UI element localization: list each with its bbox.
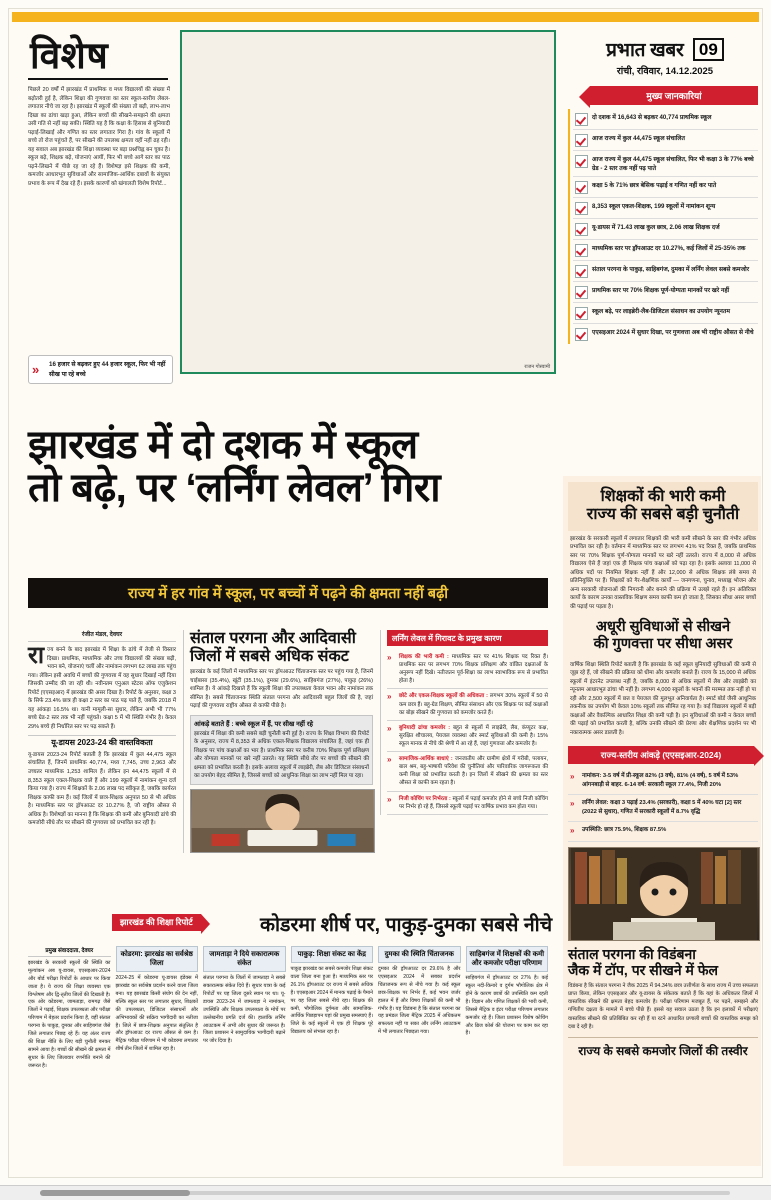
reason-label: बुनियादी ढांचा कमजोर :	[399, 724, 451, 731]
reason-text	[399, 692, 548, 716]
reason-detail: स्कूलों में पढ़ाई कमजोर होने से बच्चे निजी कोचिंग पर निर्भर हो रहे हैं, जिससे स्कूली पढ़ाई पर वार्षिक प्रभाव कम होता गया।	[399, 795, 548, 810]
page-number: 09	[693, 38, 724, 61]
double-chevron-icon: »	[387, 723, 389, 733]
double-chevron-icon: »	[387, 653, 389, 662]
student-photo	[190, 789, 375, 853]
check-icon	[575, 223, 588, 236]
district-text: 2024-25 में कोडरमा यू-डायस इंडेक्स में झारखंड का सर्वश्रेष्ठ प्रदर्शन करने वाला जिला बना। यह झारखंड किसी संयोग की देन नहीं, बल्कि स्कूल स्तर पर लगातार सुधार, शिक्षकों की उपलब्धता, डिजिटल संसाधनों और अभिभावकों की सक्रिय भागीदारी का नतीजा है। जिले में छात्र-शिक्षक अनुपात संतुलित है और ड्रॉपआउट दर राज्य औसत से कम है। मैट्रिक परीक्षा परिणाम में भी कोडरमा लगातार शीर्ष तीन जिलों में शामिल रहा है।	[115, 975, 198, 1053]
state-stats-banner: राज्य-स्तरीय आंकड़े (एएसइआर-2024)	[568, 746, 754, 764]
reason-text	[399, 755, 548, 787]
editorial-cartoon	[180, 30, 556, 374]
data-callout-text: झारखंड में शिक्षा की कमी सबसे बड़ी चुनौती बनी हुई है। राज्य के शिक्षा विभाग की रिपोर्ट के अनुसार, राज्य में 8,353 से अधिक एकल-शिक्षक विद्यालय संचालित हैं, जहां एक ही शिक्षक पर पांच कक्षाओं का भार है। प्राथमिक स्तर पर करीब 70% शिक्षक पूर्ण प्रशिक्षण और योग्यता मानकों पर खरे नहीं उतरते। यह स्थिति सीधे तौर पर बच्चों की सीखने की क्षमता को प्रभावित करती है। इसके अलावा स्कूलों में लाइब्रेरी, लैब और डिजिटल संसाधनों का उपयोग बेहद सीमित है, जिससे बच्चों को आधुनिक शिक्षा का लाभ नहीं मिल पा रहा।	[194, 730, 369, 780]
key-fact-text: स्कूल बढ़े, पर लाइब्रेरी-लैब-डिजिटल संसाधन का उपयोग न्यूनतम	[592, 307, 731, 315]
key-fact-text: कक्षा 5 के 71% छात्र बेसिक पढ़ाई व गणित नहीं कर पाते	[592, 181, 717, 189]
double-chevron-icon: »	[387, 692, 389, 702]
state-stat-item	[568, 795, 758, 822]
key-fact-text: यू-डायस में 71.43 लाख कुल छात्र, 2.06 लाख शिक्षक दर्ज	[592, 223, 720, 231]
rail-heading-2-line-1: अधूरी सुविधाओं से सीखने	[595, 619, 731, 636]
rail-text-1: झारखंड के सरकारी स्कूलों में लगातार शिक्षकों की भारी कमी सीखने के स्तर की गंभीर अधिक प्रभावित कर रही है। वर्तमान में माध्यमिक स्तर पर लगभग 41% पद रिक्त हैं, जबकि प्राथमिक स्तर पर 70% शिक्षक पूर्ण-योग्यता मानकों पर खरे नहीं उतरते। राज्य में 8,000 से अधिक विद्यालय ऐसे हैं जहां एक ही शिक्षक पांच कक्षाओं को पढ़ा रहा है। इसके अलावा 11,000 से अधिक पदों पर नियमित शिक्षक नहीं हैं और 12,000 से अधिक शिक्षक लंबे समय से प्रतिनियुक्ति पर हैं। शिक्षकों को गैर-शैक्षणिक कार्यों — जनगणना, चुनाव, मध्याह्न भोजन और अन्य सरकारी योजनाओं की निगरानी और बनाने की प्रक्रिया में उलझे रहते हैं। इन अतिरिक्त कार्यों के कारण उनका वास्तविक शिक्षण समय काफी कम हो जाता है, जिसका सीधा असर बच्चों की पढ़ाई पर पड़ता है।	[568, 531, 758, 616]
district-text: संताल परगना के जिलों में जामताड़ा ने सबसे सकारात्मक संकेत दिये हैं। सुधार यात्रा के कई रिपोर्टों पर यह जिला दूसरे स्थान पर था। यू-डायस 2023-24 में जामताड़ा ने नामांकन, उपस्थिति और शिक्षक उपलब्धता के मोर्चे पर उल्लेखनीय प्रगति दर्ज की। हालांकि लर्निंग आउटकम में अभी और सुधार की जरूरत है। जिला प्रशासन ने सामुदायिक भागीदारी बढ़ाने पर जोर दिया है।	[203, 975, 286, 1045]
district-columns	[28, 946, 548, 1168]
cartoon-background	[182, 32, 554, 372]
reason-label: छोटे और एकल-शिक्षक स्कूलों की अधिकता :	[399, 693, 488, 700]
check-icon	[575, 202, 588, 215]
key-facts-panel	[568, 86, 758, 344]
double-chevron-icon: »	[570, 772, 572, 782]
report-tag: झारखंड की शिक्षा रिपोर्ट	[112, 914, 201, 931]
district-column	[378, 946, 461, 1168]
viewer-scrollbar[interactable]	[0, 1185, 771, 1200]
district-heading: जामताड़ा ने दिये सकारात्मक संकेत	[203, 946, 286, 972]
check-icon	[575, 134, 588, 147]
double-chevron-icon: »	[387, 794, 389, 804]
rail-heading-3	[568, 946, 758, 979]
reason-text	[399, 795, 548, 811]
state-stat-text: नामांकन: 3-5 वर्ष में प्री-स्कूल 82% (3 वर्ष), 81% (4 वर्ष), 5 वर्ष में 53% आंगनबाड़ी से बाहर. 6-14 वर्ष: सरकारी स्कूल 77.4%, निजी 20%	[582, 773, 739, 789]
key-fact-text: माध्यमिक स्तर पर ड्रॉपआउट दर 10.27%, कई जिलों में 25-35% तक	[592, 244, 746, 252]
section-logo-rule	[28, 78, 168, 80]
key-fact-item	[573, 151, 758, 177]
section-logo: विशेष	[30, 36, 109, 77]
key-fact-text: 8,353 स्कूल एकल-शिक्षक, 199 स्कूलों में नामांकन शून्य	[592, 202, 716, 210]
key-fact-item	[573, 303, 758, 324]
reason-label: निजी कोचिंग पर निर्भरता :	[399, 795, 451, 802]
reason-label: सामाजिक-आर्थिक बाधाएं :	[399, 756, 453, 763]
district-text: दुमका की ड्रॉपआउट दर 29.6% है और एएसइआर 2024 में सबका प्रदर्शन चिंताजनक रूप से नीचे गया है। कई स्कूल छात्र-शिक्षक पर निर्भर हैं, कई भवन जर्जर हालत में हैं और विषय शिक्षकों की कमी भी गंभीर है। यह विडंबना है कि संताल परगना का यह प्रमंडल जिला मैट्रिक 2025 में अधिकतम सफलता नहीं पा सका और लर्निंग आउटकम में भी लगातार पिछड़ता गया।	[378, 966, 461, 1036]
article-column-santal	[183, 630, 373, 853]
reality-subhead: यू-डायस 2023-24 की वास्तविकता	[28, 735, 176, 748]
intro-callout	[28, 355, 173, 384]
district-column	[466, 946, 549, 1168]
district-column	[291, 946, 374, 1168]
reason-item	[387, 650, 548, 689]
key-fact-item	[573, 177, 758, 198]
district-heading: साहिबगंज में शिक्षकों की कमी और कमजोर परीक्षा परिणाम	[466, 946, 549, 972]
rail-heading-2	[568, 615, 758, 656]
rail-heading-2-line-2: की गुणवत्ता पर सीधा असर	[593, 636, 733, 653]
reason-detail: माध्यमिक स्तर पर 41% शिक्षक पद रिक्त हैं। प्राथमिक स्तर पर लगभग 70% शिक्षक प्रशिक्षण और वांछित दक्षताओं के अनुरूप नहीं दिखे। नतीजतन पूर्व-शिक्षा का लाभ स्वाभाविक रूप से प्रभावित होता है।	[399, 654, 549, 685]
district-heading: कोडरमा: झारखंड का सर्वश्रेष्ठ जिला	[116, 946, 199, 972]
rail-heading-4: राज्य के सबसे कमजोर जिलों की तस्वीर	[568, 1037, 758, 1059]
article-column-main	[28, 630, 176, 828]
library-photo-illustration	[569, 848, 759, 940]
intro-text: पिछले 20 वर्षों में झारखंड में प्राथमिक व मध्य विद्यालयों की संख्या में बढ़ोतरी हुई है, लेकिन शिक्षा की गुणवत्ता का स्तर स्कूल-स्तरीय लेबल-लगातार नीचे जा रहा है। झारखंड में स्कूलों की संख्या तो बढ़ी, लाभ-लाभ दिखा का ढांचा खड़ा हुआ, लेकिन बच्चों की सीखने-समझने की क्षमता उसी गति से नहीं बढ़ सकी। स्थिति यह है कि कक्षा के हिसाब से बुनियादी पढ़ाई-लिखाई और गणित का स्तर लगातार गिरा है। गांव के स्कूलों में बच्चे तो रोज पहुंचते हैं, पर सीखने की उपलब्ध क्षमता वहीं नहीं ढह रही। यह सवाल अब झारखंड की शिक्षा व्यवस्था पर बड़ा प्रश्नचिह्न बन चुका है। स्कूल बढ़े, शिक्षक बढ़े, योजनाएं आयीं, फिर भी बच्चे आगे स्तर का पाठ पढ़ने-लिखने में पीछे रह जा रहे हैं। विशेषज्ञ इसे शिक्षक की कमी, कमजोर आधारभूत सुविधाओं और सामाजिक-आर्थिक दबावों के संयुक्त प्रभाव के रूप में देख रहे हैं। इसके कारणों को खंगालती विशेष रिपोर्ट...	[28, 87, 170, 187]
state-stat-text: उपस्थिति: छात्र 75.9%, शिक्षक 87.5%	[582, 827, 667, 834]
scrollbar-thumb[interactable]	[40, 1190, 190, 1196]
education-report-banner	[112, 912, 553, 938]
rail-heading-1-line-2: राज्य की सबसे बड़ी चुनौती	[586, 506, 740, 524]
key-fact-text: आज राज्य में कुल 44,475 स्कूल संचालित	[592, 134, 686, 142]
key-fact-item	[573, 261, 758, 282]
rail-text-3: विडंबना है कि संताल परगना ने जैक 2025 में 94.34% छात्र उत्तीर्णता के साथ राज्य में उच्च सफलता प्राप्त किया, लेकिन एएसइआर और यू-डायस के संकेतक बताते हैं कि यहां के अधिकतर जिलों में वास्तविक सीखने की क्षमता बेहद कमजोर है। परीक्षा परिणाम मजबूत हैं, पर पढ़ने, समझने और गणितीय दक्षता के मामले में बच्चे पीछे हैं। इससे यह सवाल उठता है कि इन इलाकों में परीक्षाएं वास्तविक सीखने की प्रतिबिंबित कर रही हैं या रटने आधारित प्रणाली बच्चों की वास्तविक समझ को दबा दे रही है।	[568, 982, 758, 1030]
rail-heading-1	[568, 482, 758, 531]
reason-text	[399, 724, 548, 748]
double-chevron-icon: »	[32, 362, 36, 377]
main-headline	[28, 424, 548, 510]
key-facts-list	[568, 109, 758, 344]
key-fact-item	[573, 282, 758, 303]
library-child-photo	[568, 847, 760, 941]
reason-item	[387, 721, 548, 752]
dateline: रांची, रविवार, 14.12.2025	[616, 66, 714, 77]
headline-line-1: झारखंड में दो दशक में स्कूल	[28, 423, 418, 467]
key-fact-item	[573, 109, 758, 130]
intro-callout-text: 16 हजार से बढ़कर हुए 44 हजार स्कूल, फिर भी नहीं सीख पा रहे बच्चे	[49, 361, 166, 378]
article-paragraph: ज्य बनने के बाद झारखंड में शिक्षा के ढांचे में तेजी से विस्तार दिखा। प्राथमिक, माध्यमिक और उच्च विद्यालयों की संख्या बढ़ी, भवन बने, योजनाएं चलीं और नामांकन लगभग 62 लाख तक पहुंच गया। लेकिन इसी अवधि में बच्चों की गुणवत्ता में वह सुधार दिखाई नहीं दिया जिसकी उम्मीद की जा रही थी। नवीनतम एनुअल स्टेटस ऑफ एजुकेशन रिपोर्ट (एएसइआर) में झारखंड की असर दिखा है। रिपोर्ट के अनुसार, कक्षा 3 के सिर्फ 23.4% छात्र ही कक्षा 2 स्तर का पाठ पढ़ पाते हैं, जबकि 2018 में यह आंकड़ा 16.5% था। यानी मामूली-सा सुधार, लेकिन अभी भी 77% बच्चे ग्रेड-2 स्तर तक भी नहीं पहुंचते। कक्षा 5 में भी स्थिति गंभीर है। केवल 29% बच्चे ही निर्धारित स्तर पर पढ़ सकते हैं।	[28, 647, 176, 730]
district-text: पाकुड़ झारखंड का सबसे कमजोर शिक्षा संकट वाला जिला बना हुआ है। माध्यमिक स्तर पर 26.1% ड्रॉपआउट दर राज्य में सबसे अधिक है। एएसइआर 2024 में मानक पढ़ाई के पैमाने पर यह जिला सबसे नीचे रहा। शिक्षक की कमी, भौगोलिक दुर्गमता और सामाजिक-आर्थिक पिछड़ापन यहां की प्रमुख समस्याएं हैं। जिले के कई स्कूलों में एक ही शिक्षक पूरे विद्यालय को संभाल रहा है।	[290, 966, 373, 1036]
reality-text: यू-डायस 2023-24 रिपोर्ट बताती है कि झारखंड में कुल 44,475 स्कूल संचालित हैं, जिनमें प्राथमिक 40,774, मध्य 7,745, उच्च 2,963 और उच्चतर माध्यमिक 1,253 शामिल हैं। लेकिन इन 44,475 स्कूलों में से 8,353 स्कूल एकल-शिक्षक वाले हैं और 199 स्कूलों में नामांकन शून्य दर्ज किया गया है। राज्य में शिक्षकों के 2.06 लाख पद स्वीकृत हैं, जबकि कार्यरत शिक्षक काफी कम हैं। कई जिलों में छात्र-शिक्षक अनुपात 50 से भी अधिक है। माध्यमिक स्तर पर ड्रॉपआउट दर 10.27% है, जो राष्ट्रीय औसत से अधिक है। विशेषज्ञों का मानना है कि शिक्षक की कमी और बुनियादी ढांचे की कमजोरी सीधे तौर पर सीखने की गुणवत्ता को प्रभावित कर रही है।	[28, 751, 176, 827]
report-headline: कोडरमा शीर्ष पर, पाकुड़-दुमका सबसे नीचे	[260, 914, 553, 936]
key-fact-item	[573, 130, 758, 151]
headline-line-2: तो बढ़े, पर ‘लर्निंग लेवल’ गिरा	[28, 466, 441, 511]
district-column	[203, 946, 286, 1168]
headline-subbar: राज्य में हर गांव में स्कूल, पर बच्चों में पढ़ने की क्षमता नहीं बढ़ी	[28, 578, 548, 608]
key-fact-text: एएसइआर 2024 में सुधार दिखा, पर गुणवत्ता अब भी राष्ट्रीय औसत से नीचे	[592, 328, 754, 336]
check-icon	[575, 328, 588, 341]
state-stat-text: लर्निंग लेवल: कक्षा 3 पढ़ाई 23.4% (सरकारी), कक्षा 5 में 40% घटा [2] स्तर (2022 से सुधार), गणित में सरकारी स्कूलों में 8.7% वृद्धि	[582, 800, 742, 816]
district-column	[28, 946, 111, 1168]
santal-heading: संताल परगना और आदिवासी जिलों में सबसे अधिक संकट	[190, 630, 356, 665]
reason-label: शिक्षक की भारी कमी :	[399, 654, 449, 660]
data-callout-box	[190, 715, 373, 785]
district-text: झारखंड के सरकारी स्कूलों की स्थिति का मूल्यांकन अब यू-डायस, एएसइआर-2024 और बोर्ड परीक्षा रिपोर्टों के आधार पर किया जाता है। ये राज्य की शिक्षा व्यवस्था एक विश्लेषण और द्वि-तृतीय जिलों की दिखाती है। एक ओर कोडरमा, जामताड़ा, रामगढ़ जैसे जिलों ने पढ़ाई, शिक्षक उपलब्धता और परीक्षा परिणाम में बेहतर प्रदर्शन किया है, वहीं संताल परगना के पाकुड़, दुमका और साहिबगंज जैसे जिले लगातार पिछड़ रहे हैं। यह अंतर राज्य की शिक्षा नीति के लिए बड़ी चुनौती बनकर सामने आया है। बच्चों की सीखने की क्षमता में सुधार के लिए जिलावार रणनीति बनाने की जरूरत है।	[28, 960, 111, 1069]
check-icon	[575, 155, 588, 168]
article-column-reasons	[380, 630, 548, 815]
key-fact-item	[573, 240, 758, 261]
key-fact-text: संताल परगना के पाकुड़, साहिबगंज, दुमका में लर्निंग लेवल सबसे कमजोर	[592, 265, 750, 273]
key-fact-text: प्राथमिक स्तर पर 70% शिक्षक पूर्ण-योग्यता मानकों पर खरे नहीं	[592, 286, 730, 294]
district-column	[116, 946, 199, 1168]
drop-cap: रा	[28, 643, 45, 669]
check-icon	[575, 265, 588, 278]
check-icon	[575, 244, 588, 257]
brand-name: प्रभात खबर	[606, 40, 684, 61]
article-body	[28, 630, 548, 892]
check-icon	[575, 286, 588, 299]
key-fact-text: दो दशक में 16,643 से बढ़कर 40,774 प्राथमिक स्कूल	[592, 113, 712, 121]
check-icon	[575, 181, 588, 194]
reason-detail: जनजातीय और ग्रामीण क्षेत्रों में गरीबी, पलायन, बाल श्रम, बहु-भाषायी परिवेश की चुनौतियां और पारिवारिक जागरूकता की कमी शिक्षा को प्रभावित करती है। इन जिलों में सीखने की क्षमता का स्तर औसत से काफी कम रहता है।	[399, 756, 548, 787]
rail-text-2: वार्षिक शिक्षा स्थिति रिपोर्ट बताती है कि झारखंड के कई स्कूल बुनियादी सुविधाओं की कमी से जूझ रहे हैं, जो सीखने की प्रक्रिया को धीमा और कमजोर बनाते हैं। राज्य के 15,000 से अधिक स्कूलों में इंटरनेट उपलब्ध नहीं है, जबकि 8,000 से अधिक स्कूलों में लैब और लाइब्रेरी का न्यूनतम आधारभूत ढांचा भी नहीं है। लगभग 4,000 स्कूलों के भवनों की मरम्मत तक नहीं हो पा रही और 2,500 स्कूलों में छत व पेयजल की मूलभूत अनिवार्यता है। स्मार्ट बोर्ड जैसी आधुनिक तकनीक का उपयोग भी केवल 10% स्कूलों तक सीमित रह गया है। कई विद्यालय स्कूलों में बड़ी कक्षाओं और वैकल्पिक आधारित शिक्षा की कमी पड़ी है। इन सुविधाओं की कमी न केवल बच्चों की पढ़ाई को प्रभावित करती है, बल्कि उनकी सीखने की प्रेरणा और शैक्षणिक प्रदर्शन पर भी नकारात्मक असर डालती है।	[568, 657, 758, 742]
right-rail	[568, 482, 758, 1059]
masthead	[575, 36, 755, 77]
double-chevron-icon: »	[387, 755, 389, 765]
double-chevron-icon: »	[570, 826, 572, 836]
reason-item	[387, 792, 548, 815]
reasons-heading: लर्निंग लेवल में गिरावट के प्रमुख कारण	[387, 630, 548, 646]
reason-item	[387, 689, 548, 720]
key-fact-item	[573, 324, 758, 344]
article-text	[28, 643, 176, 731]
district-text: साहिबगंज में ड्रॉपआउट दर 27% है। कई स्कूल नदी-किनारे व दुर्गम भौगोलिक क्षेत्र में होने के कारण छात्रों की उपस्थिति कम रहती है। विज्ञान और गणित शिक्षकों की भारी कमी, जिससे मैट्रिक व इंटर परीक्षा परिणाम लगातार कमजोर रहे हैं। जिला प्रशासन विशेष कोचिंग और ब्रिज कोर्स की योजना पर काम कर रहा है।	[465, 975, 548, 1037]
rail-heading-1-line-1: शिक्षकों की भारी कमी	[600, 488, 726, 505]
rail-heading-3-line-1: संताल परगना की विडंबना	[568, 945, 696, 962]
check-icon	[575, 307, 588, 320]
district-byline: प्रमुख संवाददाता, देवघर	[28, 946, 111, 957]
top-ribbon	[12, 12, 759, 22]
state-stat-item	[568, 768, 758, 795]
student-photo-illustration	[191, 790, 374, 852]
key-facts-title: मुख्य जानकारियां	[590, 86, 758, 105]
double-chevron-icon: »	[570, 799, 572, 809]
santal-text: झारखंड के कई जिलों में माध्यमिक स्तर पर ड्रॉपआउट चिंताजनक स्तर पर पहुंच गया है, जिनमें चाईबासा (35.4%), खूंटी (35.1%), दुमका (29.6%), साहिबगंज (27%), पाकुड़ (26%) शामिल हैं। ये आंकड़े दिखाते हैं कि स्कूली शिक्षा की उपलब्धता केवल भवन और नामांकन तक सीमित है। सबसे चिंताजनक स्थिति संताल परगना और आदिवासी बहुल जिलों की है, जहां पढ़ाई की गुणवत्ता राष्ट्रीय औसत से काफी पीछे है।	[190, 669, 373, 710]
check-icon	[575, 113, 588, 126]
cartoon-credit: राजन गोस्वामी	[524, 364, 550, 370]
key-fact-item	[573, 219, 758, 240]
reason-text	[399, 653, 548, 685]
rail-heading-3-line-2: जैक में टॉप, पर सीखने में फेल	[568, 962, 719, 979]
reason-item	[387, 752, 548, 791]
key-fact-item	[573, 198, 758, 219]
data-callout-heading: आंकड़े बताते हैं : बच्चे स्कूल में हैं, पर सीख नहीं रहे	[194, 720, 314, 728]
article-byline: रंजीत मंडल, देवघर	[28, 630, 176, 642]
district-heading: दुमका की स्थिति चिंताजनक	[378, 946, 461, 963]
reason-detail: बहुत से स्कूलों में लाइब्रेरी, लैब, कंप्यूटर कक्ष, सुरक्षित शौचालय, पेयजल व्यवस्था और स्मार्ट सुविधाओं की कमी है। 15% स्कूल मानक से नीचे की श्रेणी में आ रहे हैं, जहां गुणवत्ता और कमजोर है।	[399, 724, 548, 747]
reason-detail: लगभग 30% स्कूलों में 50 से कम छात्र हैं। बहु-ग्रेड शिक्षण, सीमित संसाधन और एक शिक्षक पर कई कक्षाओं का बोझ सीखने की गुणवत्ता को कमजोर करते हैं।	[399, 693, 548, 716]
key-fact-text: आज राज्य में कुल 44,475 स्कूल संचालित, फिर भी कक्षा 3 के 77% बच्चे ग्रेड - 2 स्तर तक नहीं पढ़ पाते	[592, 155, 754, 172]
district-heading: पाकुड़: शिक्षा संकट का केंद्र	[291, 946, 374, 963]
state-stat-item	[568, 822, 758, 841]
